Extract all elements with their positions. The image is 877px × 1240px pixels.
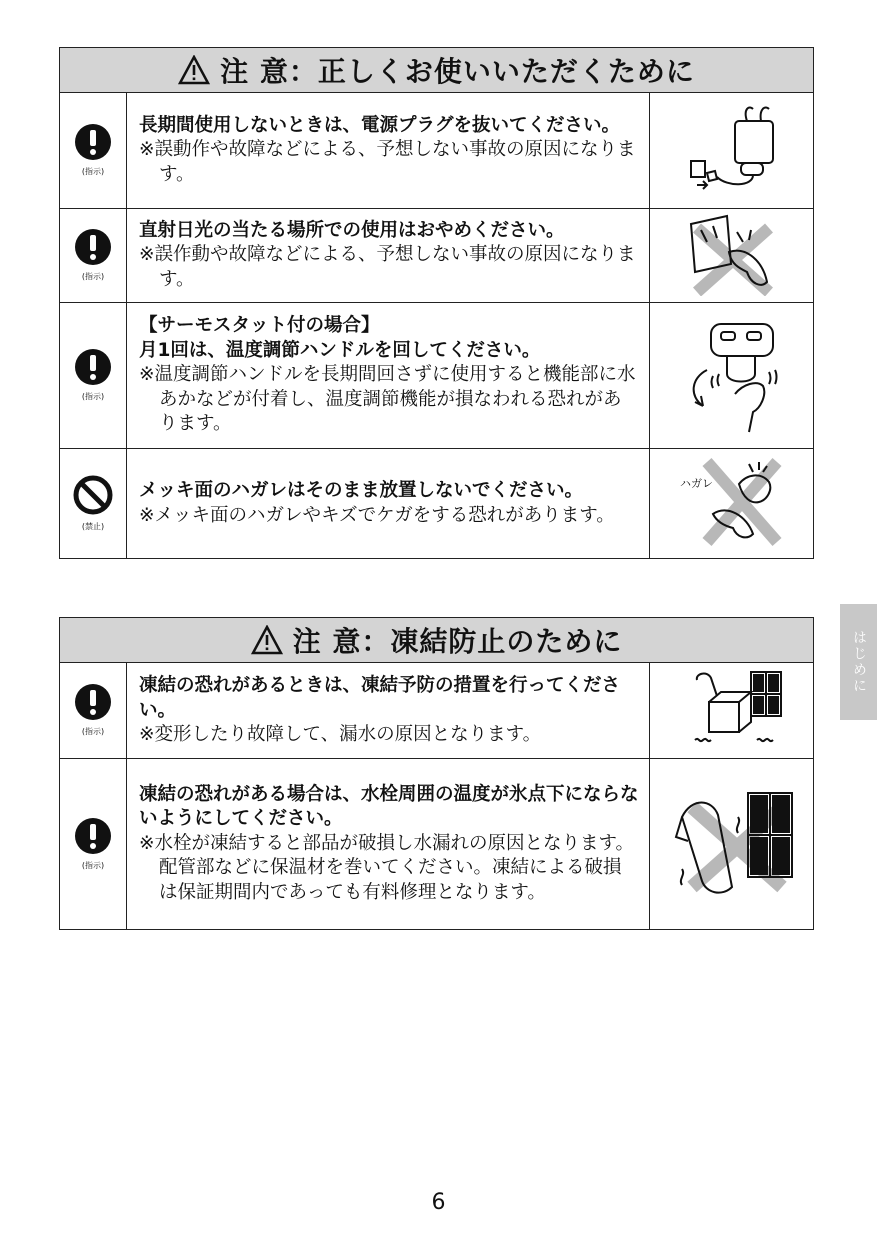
row-main-text: 月1回は、温度調節ハンドルを回してください。 bbox=[139, 339, 541, 361]
instruction-cell bbox=[60, 303, 127, 449]
row-main-text: メッキ面のハガレはそのまま放置しないでください。 bbox=[139, 480, 584, 501]
frozen-faucet-prohibited-illustration-icon bbox=[662, 777, 802, 907]
caution-table-usage bbox=[59, 47, 814, 559]
icon-label: (指示) bbox=[81, 167, 105, 176]
row-note-text: ※変形したり故障して、漏水の原因となります。 bbox=[139, 724, 542, 746]
illustration-cell bbox=[650, 759, 814, 930]
row-main-text: 直射日光の当たる場所での使用はおやめください。 bbox=[139, 219, 565, 241]
side-tab[interactable]: はじめに bbox=[840, 604, 877, 720]
icon-label: (指示) bbox=[81, 392, 105, 401]
mandatory-exclamation-icon bbox=[75, 124, 111, 160]
illustration-cell bbox=[650, 663, 814, 759]
row-note-text: ※水栓が凍結すると部品が破損し水漏れの原因となります。配管部などに保温材を巻いてください。凍結による破損は保証期間内であっても有料修理となります。 bbox=[139, 832, 635, 903]
section-header bbox=[60, 48, 814, 93]
row-note-text: ※誤作動や故障などによる、予想しない事故の原因になります。 bbox=[139, 244, 636, 290]
row-text bbox=[127, 759, 650, 930]
icon-label: (指示) bbox=[81, 860, 105, 870]
warning-triangle-icon bbox=[178, 55, 210, 85]
row-note-text: ※誤動作や故障などによる、予想しない事故の原因になります。 bbox=[139, 139, 636, 185]
caution-table-freezing bbox=[59, 617, 814, 930]
instruction-cell bbox=[60, 663, 127, 759]
section-header bbox=[60, 618, 814, 663]
page-number: 6 bbox=[431, 1190, 446, 1215]
mandatory-exclamation-icon bbox=[75, 229, 111, 265]
instruction-cell bbox=[60, 759, 127, 930]
row-main-text: 凍結の恐れがあるときは、凍結予防の措置を行ってください。 bbox=[139, 675, 621, 721]
mandatory-exclamation-icon bbox=[75, 349, 111, 385]
illustration-cell bbox=[650, 449, 814, 559]
illustration-cell bbox=[650, 209, 814, 303]
prohibition-cell bbox=[60, 449, 127, 559]
row-note-text: ※メッキ面のハガレやキズでケガをする恐れがあります。 bbox=[139, 504, 615, 526]
section-title: 注 意：正しくお使いいただくために bbox=[220, 55, 695, 88]
row-main-text: 長期間使用しないときは、電源プラグを抜いてください。 bbox=[139, 114, 621, 136]
warning-triangle-icon bbox=[251, 625, 283, 655]
row-text bbox=[127, 93, 650, 209]
turn-handle-illustration-icon bbox=[677, 314, 787, 434]
icon-label: (禁止) bbox=[81, 522, 105, 531]
freeze-prevention-illustration-icon bbox=[677, 666, 787, 752]
row-text bbox=[127, 449, 650, 559]
unplug-illustration-icon bbox=[677, 101, 787, 197]
icon-label: (指示) bbox=[81, 727, 105, 737]
plating-peel-prohibited-illustration-icon bbox=[677, 454, 787, 550]
section-title: 注 意：凍結防止のために bbox=[292, 625, 623, 659]
row-text bbox=[127, 209, 650, 303]
illustration-cell bbox=[650, 303, 814, 449]
mandatory-exclamation-icon bbox=[75, 818, 111, 854]
row-note-text: ※温度調節ハンドルを長期間回さずに使用すると機能部に水あかなどが付着し、温度調節機能が損なわれる恐れがあります。 bbox=[139, 364, 636, 435]
instruction-cell bbox=[60, 209, 127, 303]
instruction-cell bbox=[60, 93, 127, 209]
row-pre-text: 【サーモスタット付の場合】 bbox=[139, 315, 380, 337]
icon-label: (指示) bbox=[81, 272, 105, 281]
plating-peel-label: ハガレ bbox=[680, 477, 713, 490]
row-text bbox=[127, 303, 650, 449]
row-main-text: 凍結の恐れがある場合は、水栓周囲の温度が氷点下にならないようにしてください。 bbox=[139, 783, 639, 830]
prohibition-circle-icon bbox=[73, 475, 113, 515]
illustration-cell bbox=[650, 93, 814, 209]
sunlight-prohibited-illustration-icon bbox=[677, 212, 787, 296]
row-text bbox=[127, 663, 650, 759]
mandatory-exclamation-icon bbox=[75, 684, 111, 720]
